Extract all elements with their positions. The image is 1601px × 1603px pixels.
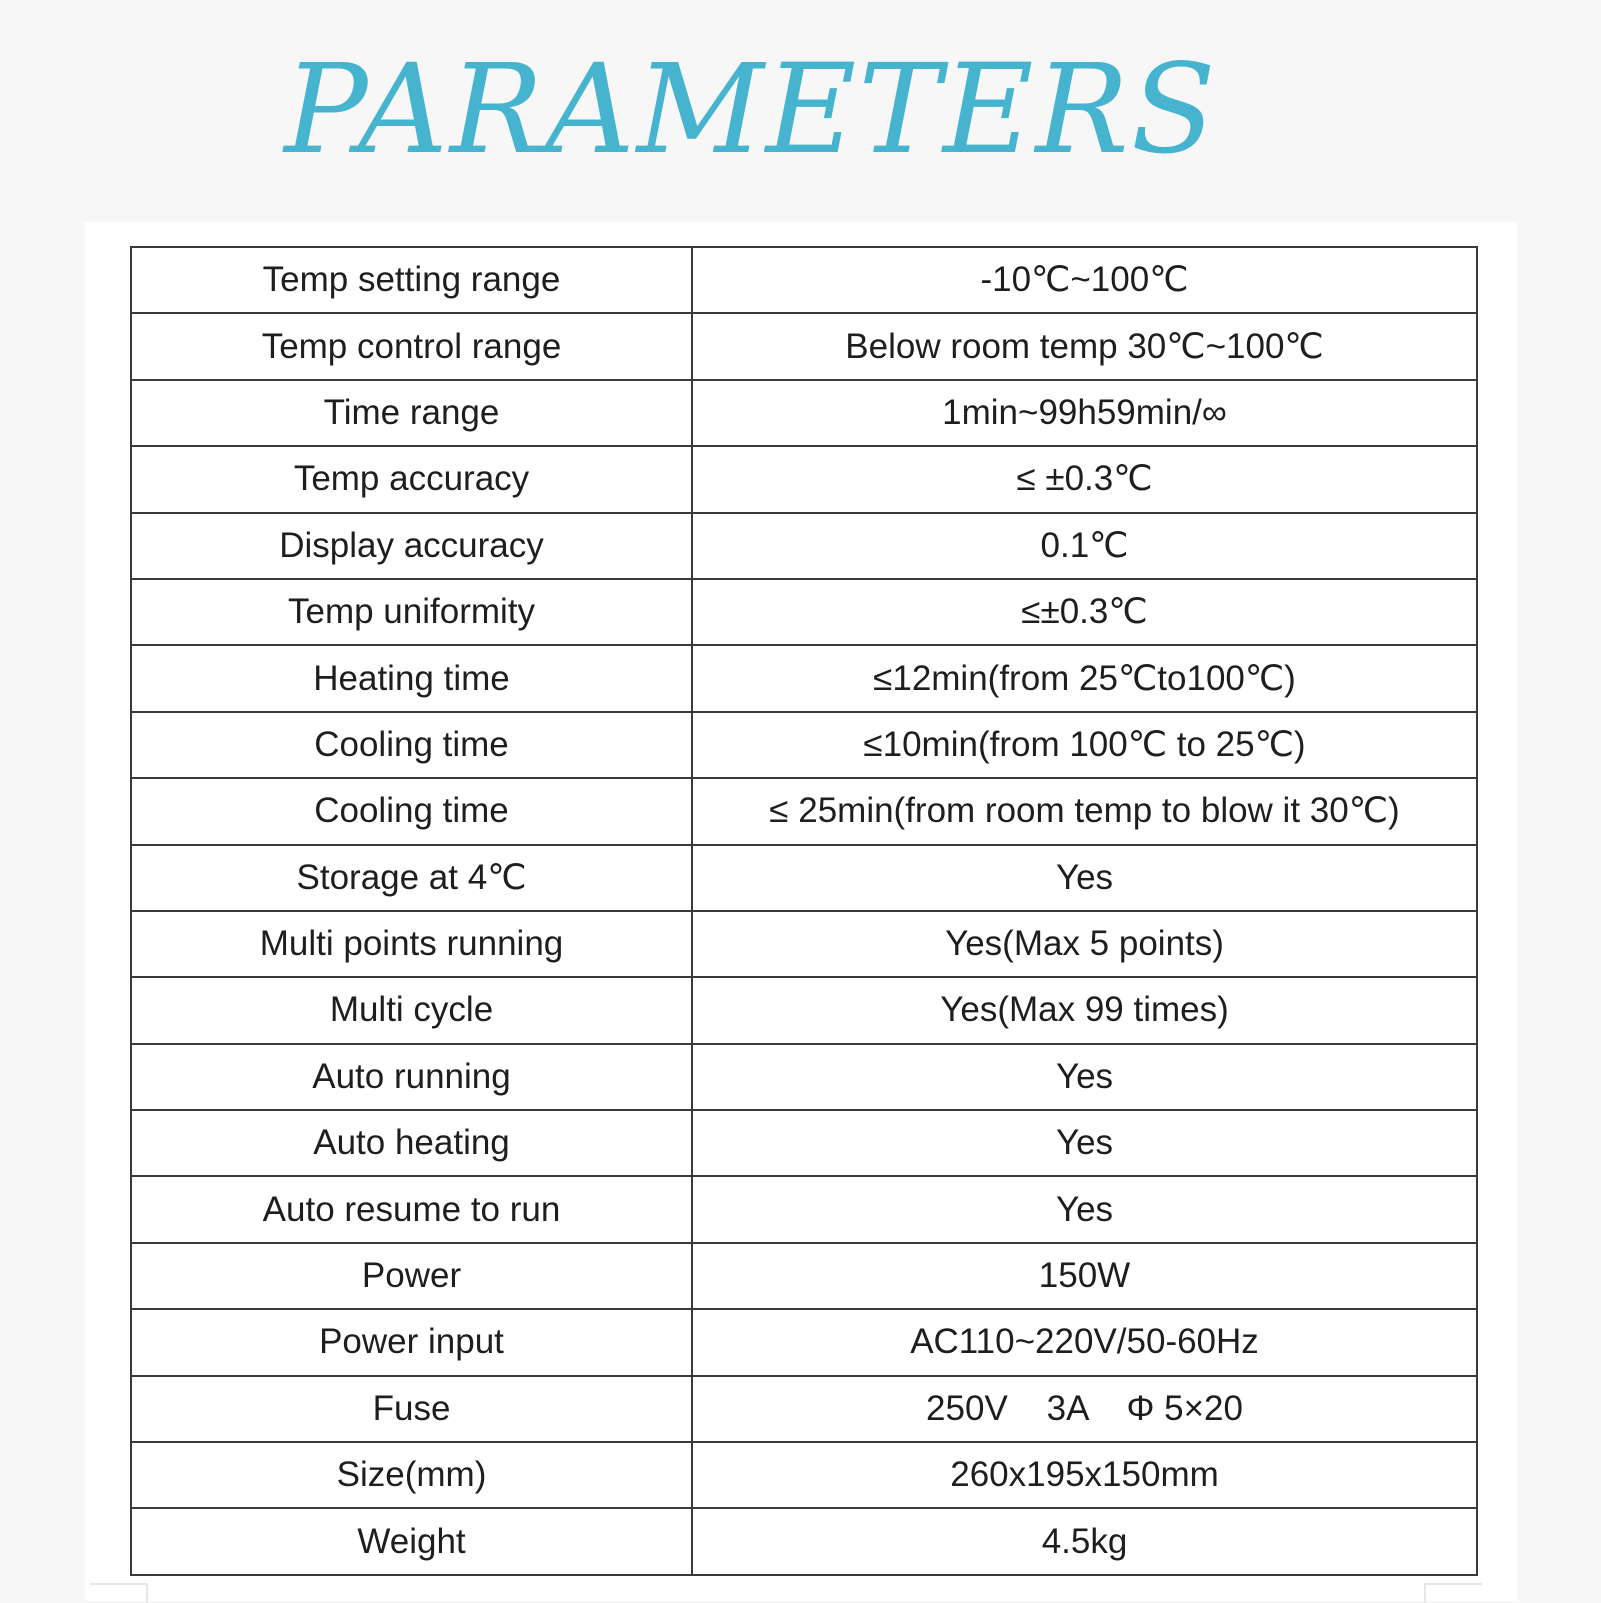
table-row	[131, 1309, 1477, 1375]
param-name: Temp uniformity	[131, 579, 692, 645]
param-name: Heating time	[131, 645, 692, 711]
param-value: Below room temp 30℃~100℃	[692, 313, 1477, 379]
table-row	[131, 845, 1477, 911]
param-name: Auto heating	[131, 1110, 692, 1176]
param-value: -10℃~100℃	[692, 247, 1477, 313]
table-row	[131, 911, 1477, 977]
param-value: Yes	[692, 845, 1477, 911]
table-row	[131, 380, 1477, 446]
parameters-table-body	[131, 247, 1477, 1575]
param-value: Yes	[692, 1110, 1477, 1176]
page-title: PARAMETERS	[284, 38, 1218, 182]
param-value: ≤±0.3℃	[692, 579, 1477, 645]
param-value: 1min~99h59min/∞	[692, 380, 1477, 446]
corner-decoration-left	[90, 1583, 148, 1603]
param-value: Yes(Max 99 times)	[692, 977, 1477, 1043]
param-value: Yes	[692, 1044, 1477, 1110]
param-value: 4.5kg	[692, 1508, 1477, 1575]
param-name: Auto running	[131, 1044, 692, 1110]
param-name: Temp accuracy	[131, 446, 692, 512]
param-name: Power input	[131, 1309, 692, 1375]
table-row	[131, 1508, 1477, 1575]
param-name: Power	[131, 1243, 692, 1309]
param-value: 260x195x150mm	[692, 1442, 1477, 1508]
table-row	[131, 313, 1477, 379]
table-row	[131, 977, 1477, 1043]
param-name: Temp control range	[131, 313, 692, 379]
table-row	[131, 1176, 1477, 1242]
param-name: Temp setting range	[131, 247, 692, 313]
table-row	[131, 1110, 1477, 1176]
table-row	[131, 778, 1477, 844]
param-value: Yes(Max 5 points)	[692, 911, 1477, 977]
parameters-table	[130, 246, 1478, 1576]
param-name: Auto resume to run	[131, 1176, 692, 1242]
param-value: 150W	[692, 1243, 1477, 1309]
table-row	[131, 446, 1477, 512]
table-row	[131, 1044, 1477, 1110]
param-name: Cooling time	[131, 778, 692, 844]
param-name: Multi cycle	[131, 977, 692, 1043]
table-row	[131, 1243, 1477, 1309]
param-name: Cooling time	[131, 712, 692, 778]
table-row	[131, 247, 1477, 313]
param-value: ≤ ±0.3℃	[692, 446, 1477, 512]
table-row	[131, 645, 1477, 711]
param-name: Fuse	[131, 1376, 692, 1442]
param-value: ≤10min(from 100℃ to 25℃)	[692, 712, 1477, 778]
table-row	[131, 513, 1477, 579]
param-value: ≤12min(from 25℃to100℃)	[692, 645, 1477, 711]
param-name: Size(mm)	[131, 1442, 692, 1508]
param-value: 0.1℃	[692, 513, 1477, 579]
param-value: ≤ 25min(from room temp to blow it 30℃)	[692, 778, 1477, 844]
param-name: Weight	[131, 1508, 692, 1575]
param-name: Storage at 4℃	[131, 845, 692, 911]
param-name: Multi points running	[131, 911, 692, 977]
param-value: AC110~220V/50-60Hz	[692, 1309, 1477, 1375]
param-value: Yes	[692, 1176, 1477, 1242]
table-row	[131, 712, 1477, 778]
table-row	[131, 1376, 1477, 1442]
param-name: Time range	[131, 380, 692, 446]
corner-decoration-right	[1424, 1583, 1482, 1603]
table-row	[131, 579, 1477, 645]
table-row	[131, 1442, 1477, 1508]
param-name: Display accuracy	[131, 513, 692, 579]
param-value: 250V 3A Φ 5×20	[692, 1376, 1477, 1442]
